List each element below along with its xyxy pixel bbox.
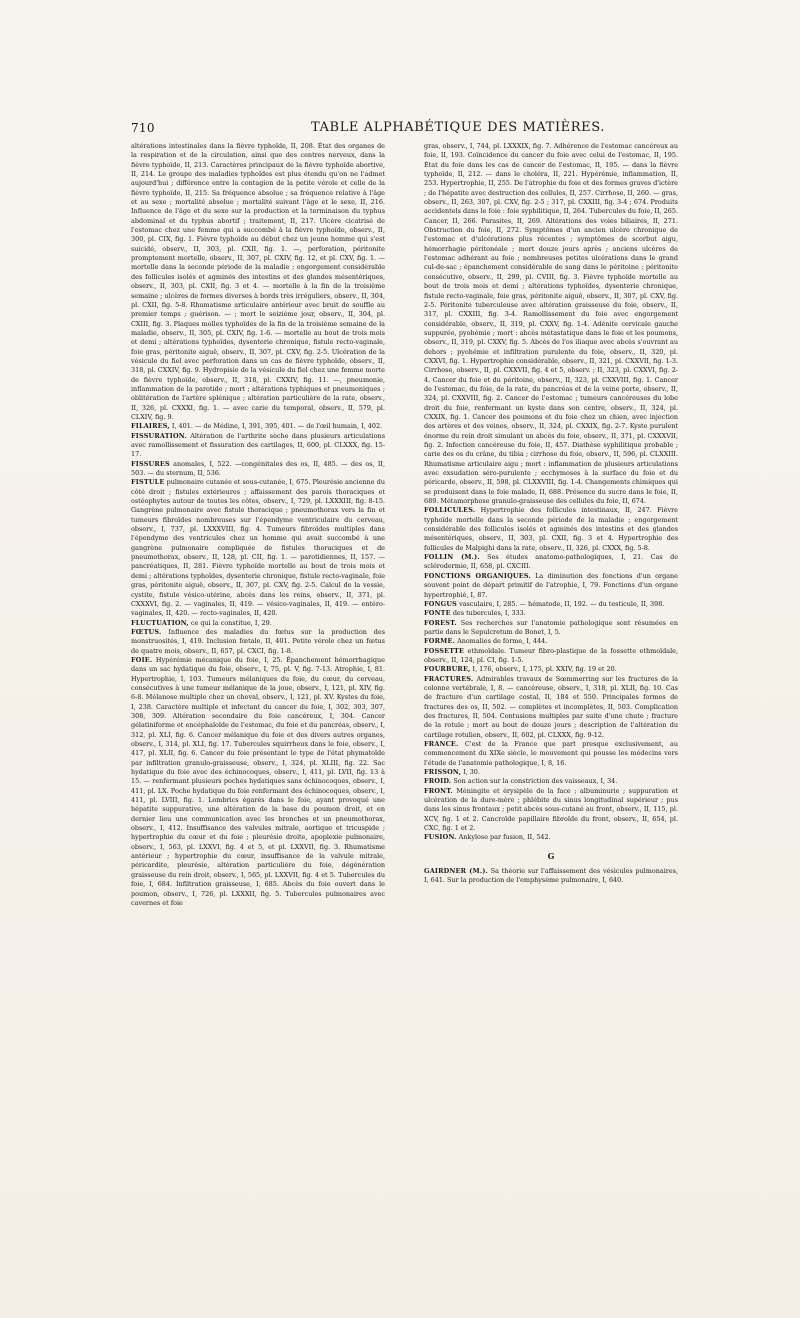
index-entry <box>424 619 678 638</box>
right-entry-list <box>424 506 678 842</box>
page-header <box>131 121 671 139</box>
index-entry-text: Son action sur la constriction des vaisseaux, I, 34. <box>453 777 618 786</box>
index-entry-heading: FŒTUS. <box>131 627 162 636</box>
index-entry <box>131 460 385 479</box>
index-entry-heading: FRISSON, <box>424 768 462 777</box>
index-entry <box>424 740 678 768</box>
index-entry-heading: FOIE. <box>131 655 153 664</box>
index-entry <box>424 647 678 666</box>
index-entry <box>131 422 385 431</box>
index-entry-heading: FLUCTUATION, <box>131 618 189 627</box>
index-entry-heading: FISSURATION. <box>131 431 187 440</box>
index-entry <box>424 553 678 572</box>
left-column-intro: altérations intestinales dans la fièvre typhoïde, II, 208. État des organes de la respiration et de la circulation, ainsi que des centres nerveux, dans la fièvre typhoïde, II, 213. Caractères principaux de la fièvre typhoïde abortive, II, 214. Le groupe des maladies typhoïdes est plus étendu qu'on ne l'admet aujourd'hui ; différence entre la contagion de la petite vérole et celle de la fièvre typhoïde, II, 215. Sa fréquence absolue ; sa fréquence relative à l'âge et au sexe ; mortalité absolue ; mortalité suivant l'âge et le sexe, II, 216. Influence de l'âge et du sexe sur la production et la terminaison du typhus abdominal et du typhus abortif ; traitement, II, 217. Ulcère cicatrisé de l'estomac chez une femme qui a succombé à la fièvre typhoïde, observ., II, 300, pl. CIX, fig. 1. Fièvre typhoïde au début chez un jeune homme qui s'est suicidé, observ., II, 303, pl. CXII, fig. 1. —, perforation, péritonite promptement mortelle, observ., II, 307, pl. CXIV, fig. 12, et pl. CXV, fig. 1. — mortelle dans la seconde période de la maladie ; engorgement considérable des follicules isolés et agminés des intestins et des glandes mésentériques, observ., II, 303, pl. CXII, fig. 3 et 4. — mortelle à la fin de la troisième semaine ; ulcères de formes diverses à bords très irréguliers, observ., II, 304, pl. CXII, fig. 5-8. Rhumatisme articulaire antérieur avec bruit de souffle au premier temps ; guérison. — ; mort le seizième jour, observ., II, 304, pl. CXIII, fig. 3. Plaques molles typhoïdes de la fin de la troisième semaine de la maladie, observ., II, 305, pl. CXIV, fig. 1-6. — mortelle au bout de trois mois et demi ; altérations typhoïdes, dysenterie chronique, fistule recto-vaginale, foie gras, péritonite aiguë, observ., II, 307, pl. CXV, fig. 2-5. Ulcération de la vésicule du fiel avec perforation dans un cas de fièvre typhoïde, observ., II, 318, pl. CXXIV, fig. 9. Hydropisie de la vésicule du fiel chez une femme morte de fièvre typhoïde, observ., II, 318, pl. CXXIV, fig. 11. —, pneumonie, inflammation de la parotide ; mort ; altérations typhiques et pneumoniques ; oblitération de l'artère splénique ; altération particulière de la rate, observ., II, 326, pl. CXXXI, fig. 1. — avec carie du temporal, observ., II, 579, pl. CLXIV, fig. 9. <box>131 142 385 421</box>
page-number: 710 <box>131 121 155 135</box>
index-entry <box>424 768 678 777</box>
left-column <box>131 142 385 1252</box>
index-entry <box>424 637 678 646</box>
index-entry <box>424 609 678 618</box>
index-entry-text: Anomalies de forme, I, 444. <box>457 637 548 646</box>
index-entry-heading: FISTULE <box>131 478 165 487</box>
index-entry-text: ce qui la constitue, I, 29. <box>190 618 272 627</box>
index-entry <box>424 572 678 600</box>
index-entry-heading: FORME. <box>424 637 456 646</box>
index-entry-text: des tubercules, I, 333. <box>452 609 526 618</box>
index-entry-heading: FRACTURES. <box>424 674 474 683</box>
section-g-entry-list <box>424 867 678 886</box>
index-entry-text: La diminution des fonctions d'un organe souvent point de départ primitif de l'atrophie, I, 79. Fonctions d'un organe hypertrophié, I, 87. <box>424 571 678 599</box>
index-entry-heading: GAIRDNER (M.). <box>424 867 488 876</box>
index-entry <box>131 432 385 460</box>
left-entry-list <box>131 422 385 908</box>
index-entry-text: I, 401. — de Médine, I, 391, 395, 401. — de l'œil humain, I, 402. <box>171 422 383 431</box>
section-letter: G <box>547 850 555 861</box>
index-entry-text: Hypertrophie des follicules intestinaux, II, 247. Fièvre typhoïde mortelle dans la seconde période de la maladie ; engorgement considérable des follicules isolés et agminés des intestins et des glandes mésentériques, observ., II, 303, pl. CXII, fig. 3 et 4. Hypertrophie des follicules de Malpighi dans la rate, observ., II, 326, pl. CXXX, fig. 5-8. <box>424 506 678 552</box>
index-entry-text: vasculaire, I, 285. — hématode, II, 192. — du testicule, II, 398. <box>459 599 665 608</box>
index-entry-heading: FOURBURE, <box>424 665 471 674</box>
index-entry-heading: FISSURES <box>131 459 170 468</box>
index-entry-heading: FOSSETTE <box>424 646 465 655</box>
index-entry-text: Sa théorie sur l'affaissement des vésicules pulmonaires, I, 641. Sur la production de l'emphysème pulmonaire, I, 640. <box>424 867 678 885</box>
index-entry-heading: FONGUS <box>424 599 458 608</box>
index-entry-text: Altération de l'arthrite sèche dans plusieurs articulations avec ramollissement et fissuration des cartilages, II, 600, pl. CLXXX, fig. 15-17. <box>131 431 385 459</box>
index-entry <box>131 656 385 908</box>
index-entry-text: Ses recherches sur l'anatomie pathologique sont résumées en partie dans le Sepulcretum de Bonet, I, 5. <box>424 618 678 636</box>
index-entry-text: anomales, I, 522. —congénitales des os, II, 485. — des os, II, 503. — du sternum, II, 536. <box>131 459 385 478</box>
running-title: TABLE ALPHABÉTIQUE DES MATIÈRES. <box>311 120 606 135</box>
index-entry-text: Hypérémie mécanique du foie, I, 25. Épanchement hémorrhagique dans un sac hydatique du foie, observ., I, 75, pl. V, fig. 7-13. Atrophie, I, 81. Hypertrophie, I, 103. Tumeurs mélaniques du foie, du cœur, du cerveau, consécutives à une tumeur mélanique de la joue, observ., I, 121, pl. XIV, fig. 6-8. Mélanose multiple chez un cheval, observ., I, 121, pl. XV. Kystes du foie, I, 238. Caractère multiple et infectant du cancer du foie, I, 302, 303, 307, 308, 309. Altération secondaire du foie cancéreux, I, 304. Cancer gélatiniforme et encéphaloïde de l'estomac, du foie et du pancréas, observ., I, 312, pl. XLI, fig. 6. Cancer mélanique du foie et des divers autres organes, observ., I, 314, pl. XLI, fig. 17. Tubercules squirrheux dans le foie, observ., I, 417, pl. XLII, fig. 6. Cancer du foie présentant le type de l'état phymatoïde par infiltration granulo-graisseuse, observ., I, 324, pl. XLIII, fig. 22. Sac hydatique du foie avec des échinocoques, observ., I, 411, pl. LVII, fig. 13 à 15. — renfermant plusieurs poches hydatiques sans échinocoques, observ., I, 411, pl. LX. Poche hydatique du foie renfermant des échinocoques, observ., I, 411, pl. LVIII, fig. 1. Lombrics égarés dans le foie, ayant provoqué une hépatite suppurative, une altération de la base du poumon droit, et en dernier lieu une communication avec les bronches et un pneumothorax, observ., I, 412. Insuffisance des valvules mitrale, aortique et tricuspide ; hypertrophie du cœur et du foie ; pleurésie droite, apoplexie pulmonaire, observ., I, 563, pl. LXXVI, fig. 4 et 5, et pl. LXXVII, fig. 3. Rhumatisme antérieur ; hypertrophie du cœur, insuffisance de la valvule mitrale, péricardite, pleurésie, altération particulière du foie, dégénération graisseuse du rein droit, observ., I, 565, pl. LXXVII, fig. 4 et 5. Tubercules du foie, I, 684. Infiltration graisseuse, I, 685. Abcès du foie ouvert dans le poumon, observ., I, 726, pl. LXXXII, fig. 5. Tubercules pulmonaires avec cavernes et foie <box>131 655 385 907</box>
index-entry-heading: FONCTIONS ORGANIQUES. <box>424 571 531 580</box>
index-entry <box>424 675 678 740</box>
index-entry-heading: FRANCE. <box>424 740 459 748</box>
index-entry-text: pulmonaire cutanée et sous-cutanée, I, 675. Pleurésie ancienne du côté droit ; fistules extérieures ; affaissement des parois thoraciques et ostéophytes autour de toutes les côtes, observ., I, 729, pl. LXXXIII, fig. 8-15. Gangrène pulmonaire avec fistule thoracique ; pneumothorax vers la fin et tumeurs fibroïdes nombreuses sur l'épendyme ventriculaire du cerveau, observ., I, 737, pl. LXXXVIII, fig. 4. Tumeurs fibroïdes multiples dans l'épendyme des ventricules chez un homme qui avait succombé à une gangrène pulmonaire compliquée de fistules thoraciques et de pneumothorax, observ., II, 128, pl. CII, fig. 1. — parotidiennes, II, 157. — pancréatiques, II, 281. Fièvre typhoïde mortelle au bout de trois mois et demi ; altérations typhoïdes, dysenterie chronique, fistule recto-vaginale, foie gras, péritonite aiguë, observ., II, 307, pl. CXV, fig. 2-5. Calcul de la vessie, cystite, fistule vésico-utérine, abcès dans les reins, observ., II, 371, pl. CXXXVI, fig. 2. — vaginales, II, 419. — vésico-vaginales, II, 419. — entéro-vaginales, II, 420. — recto-vaginales, II, 420. <box>131 478 385 618</box>
index-entry-heading: FUSION. <box>424 833 457 842</box>
index-entry <box>424 665 678 674</box>
index-entry <box>424 833 678 842</box>
index-entry-text: Ankylose par fusion, II, 542. <box>458 833 551 842</box>
index-entry-heading: FOLLIN (M.). <box>424 553 480 562</box>
index-entry-text: Ses études anatomo-pathologiques, I, 21. Cas de sclérodermie, II, 658, pl. CXCIII. <box>424 553 678 571</box>
index-entry <box>131 478 385 618</box>
index-entry <box>424 777 678 786</box>
right-column-intro: gras, observ., I, 744, pl. LXXXIX, fig. 7. Adhérence de l'estomac cancéreux au foie, II, 193. Coïncidence du cancer du foie avec celui de l'estomac, II, 195. État du foie dans les cas de cancer de l'estomac, II, 195. — dans la fièvre typhoïde, II, 212. — dans le choléra, II, 221. Hypérémie, inflammation, II, 253. Hypertrophie, II, 255. De l'atrophie du foie et des formes graves d'ictère ; de l'hépatite avec destruction des cellules, II, 257. Cirrhose, II, 260. — gras, observ., II, 263, 307, pl. CXV, fig. 2-5 ; 317, pl. CXXIII, fig. 3-4 ; 674. Produits accidentels dans le foie : foie syphilitique, II, 264. Tubercules du foie, II, 265. Cancer, II, 266. Parasites, II, 269. Altérations des voies biliaires, II, 271. Obstruction du foie, II, 272. Symptômes d'un ancien ulcère chronique de l'estomac et d'ulcérations plus récentes ; symptômes de scorbut aigu, hémorrhagie péritonéale ; mort douze jours après ; anciens ulcères de l'estomac adhérant au foie ; nombreuses petites ulcérations dans le grand cul-de-sac ; épanchement considérable de sang dans le péritoine ; péritonite consécutive, observ., II, 299, pl. CVIII, fig. 3. Fièvre typhoïde mortelle au bout de trois mois et demi ; altérations typhoïdes, dysenterie chronique, fistule recto-vaginale, foie gras, péritonite aiguë, observ., II, 307, pl. CXV, fig. 2-5. Péritonite tuberculeuse avec altération graisseuse du foie, observ., II, 317, pl. CXXIII, fig. 3-4. Ramollissement du foie avec engorgement considérable, observ., II, 319, pl. CXXV, fig. 1-4. Adénite cervicale gauche suppurée, pyohémie ; mort : abcès métastatique dans le foie et les poumons, observ., II, 319, pl. CXXV, fig. 5. Abcès de l'os iliaque avec abcès s'ouvrant au dehors ; pyohémie et infiltration purulente du foie, observ., II, 320, pl. CXXVI, fig. 1. Hypertrophie considérable, observ., II, 321, pl. CXXVII, fig. 1-3. Cirrhose, observ., II, pl. CXXVII, fig. 4 et 5, observ. ; II, 323, pl. CXXVI, fig. 2-4. Cancer du foie et du péritoine, observ., II, 323, pl. CXXVIII, fig. 1. Cancer de l'estomac, du foie, de la rate, du pancréas et de la veine porte, observ., II, 324, pl. CXXVIII, fig. 2. Cancer de l'estomac ; tumeurs cancéreuses du lobe droit du foie, renfermant un kyste dans son centre, observ., II, 324, pl. CXXIX, fig. 1. Cancer des poumons et du foie chez un chien, avec injection des artères et des veines, observ., II, 324, pl. CXXIX, fig. 2-7. Kyste purulent énorme du rein droit simulant un abcès du foie, observ., II, 371, pl. CXXXVII, fig. 2. Infection cancéreuse du foie, II, 457. Diathèse syphilitique probable ; carie des os du crâne, du tibia ; cirrhose du foie, observ., II, 596, pl. CLXXIII. Rhumatisme articulaire aigu ; mort : inflammation de plusieurs articulations avec exsudation séro-purulente ; ecchymoses à la surface du foie et du péricarde, observ., II, 598, pl. CLXXVIII, fig. 1-4. Changements chimiques qui se produisent dans le foie malade, II, 688. Présence du sucre dans le foie, II, 689. Métamorphose granulo-graisseuse des cellules du foie, II, 674. <box>424 142 678 506</box>
index-entry-text: I, 176, observ., I, 175, pl. XXIV, fig. 19 et 20. <box>472 665 617 674</box>
index-entry-heading: FONTE <box>424 609 451 618</box>
index-entry <box>424 787 678 834</box>
index-entry <box>424 506 678 553</box>
right-column <box>424 142 678 1262</box>
index-entry-heading: FOLLICULES. <box>424 506 476 515</box>
index-entry-heading: FROID. <box>424 777 452 786</box>
index-entry-text: Méningite et érysipèle de la face ; albuminurie ; suppuration et ulcération de la dure-mère ; phlébite du sinus longitudinal supérieur ; pus dans les sinus frontaux ; petit abcès sous-cutané au front, observ., II, 115, pl. XCV, fig. 1 et 2. Cancroïde papillaire fibroïde du front, observ., II, 654, pl. CXC, fig. 1 et 2. <box>424 786 678 833</box>
index-entry-text: I, 30. <box>463 768 480 777</box>
index-entry-text: Admirables travaux de Sœmmerring sur les fractures de la colonne vertébrale, I, 8. — cancéreuse, observ., I, 318, pl. XLII, fig. 10. Cas de fracture d'un cartilage costal, II, 184 et 550. Principales formes de fractures des os, II, 502. — complètes et incomplètes, II, 503. Complication des fractures, II, 504. Contusions multiples par suite d'une chute ; fracture de la rotule ; mort au bout de douze jours ; description de l'altération du cartilage rotulien, observ., II, 602, pl. CLXXX, fig. 9-12. <box>424 674 678 739</box>
index-entry-text: ethmoïdale. Tumeur fibro-plastique de la fossette ethmoïdale, observ., II, 124, pl. CI, fig. 1-5. <box>424 646 678 664</box>
index-entry <box>131 628 385 656</box>
index-entry-heading: FRONT. <box>424 786 453 795</box>
index-entry-heading: FILAIRES, <box>131 422 170 431</box>
index-entry-text: C'est de la France que part presque exclusivement, au commencement du XIXe siècle, le mouvement qui pousse les médecins vers l'étude de l'anatomie pathologique, I, 8, 16. <box>424 740 678 767</box>
index-entry <box>424 600 678 609</box>
index-entry <box>131 619 385 628</box>
index-entry <box>424 867 678 886</box>
index-entry-text: Influence des maladies du fœtus sur la production des monstruosités, I, 419. Inclusion fœtale, II, 401. Petite vérole chez un fœtus de quatre mois, observ., II, 657, pl. CXCI, fig. 1-8. <box>131 627 385 655</box>
index-entry-heading: FOREST. <box>424 618 457 627</box>
